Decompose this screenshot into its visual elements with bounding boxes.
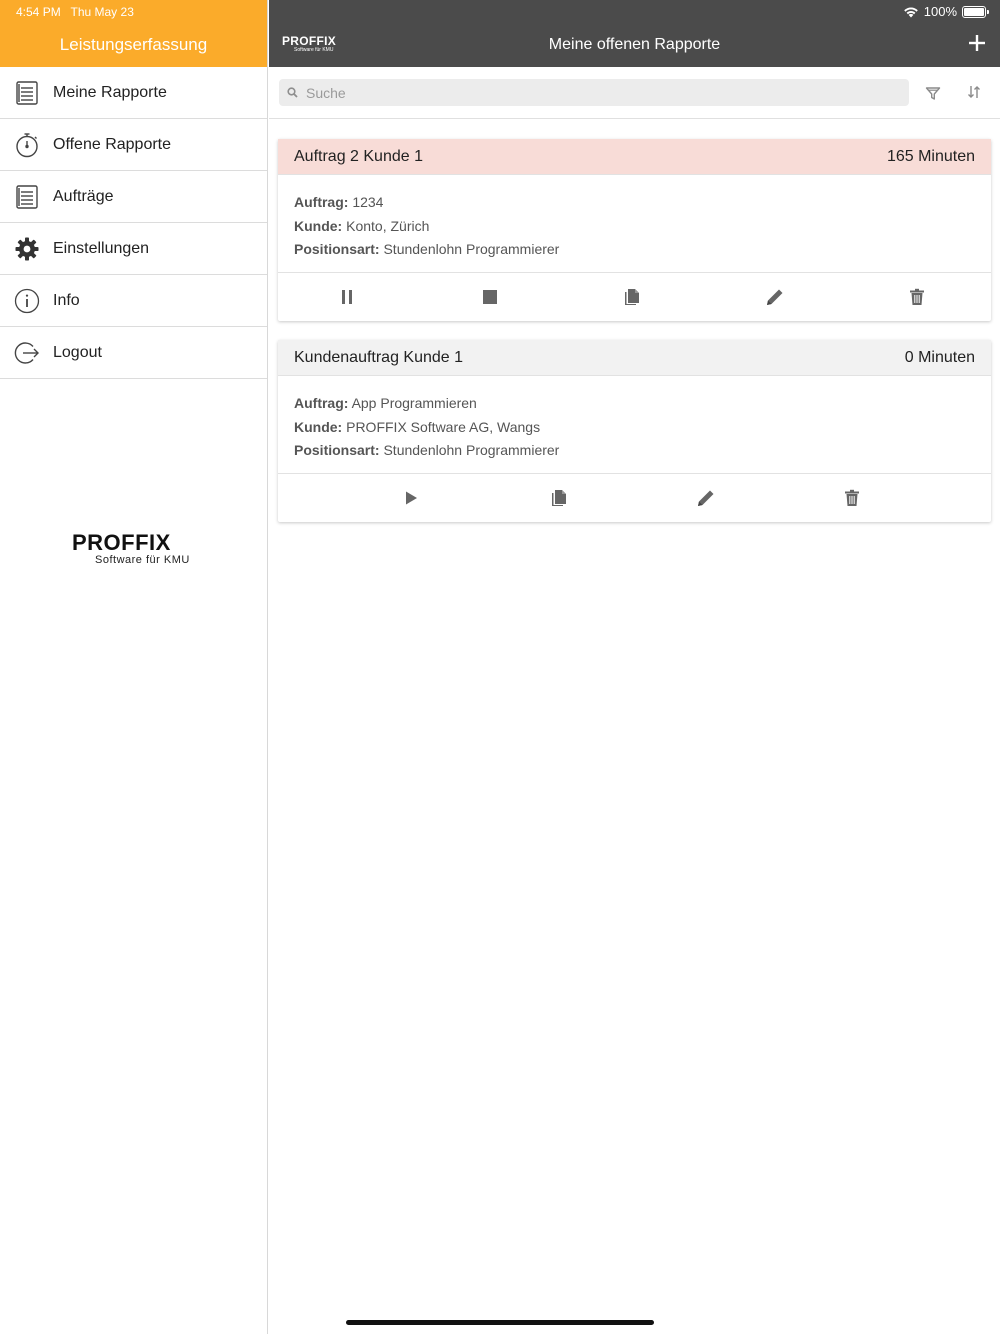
sidebar-item-auftraege[interactable]	[0, 171, 267, 223]
edit-icon	[765, 287, 785, 307]
card-title: Kundenauftrag Kunde 1	[294, 348, 464, 366]
status-indicators	[903, 4, 986, 19]
edit-button[interactable]	[695, 487, 717, 509]
search-icon	[287, 87, 298, 98]
positionsart-value: Stundenlohn Programmierer	[383, 442, 560, 458]
status-time	[16, 5, 134, 19]
wifi-icon	[903, 6, 919, 18]
kunde-value: Konto, Zürich	[346, 217, 430, 234]
list-icon	[13, 183, 40, 210]
kunde-label: Kunde:	[294, 418, 343, 435]
sidebar-item-logout[interactable]	[0, 327, 267, 379]
auftrag-label: Auftrag:	[294, 194, 349, 210]
proffix-logo	[72, 532, 202, 566]
sidebar-item-label: Logout	[53, 343, 102, 361]
status-date-text: Thu May 23	[70, 5, 134, 19]
play-button[interactable]	[400, 487, 422, 509]
search-row	[269, 67, 1000, 119]
positionsart-label: Positionsart:	[294, 241, 380, 257]
auftrag-row	[294, 392, 975, 416]
positionsart-row	[294, 439, 975, 463]
logo-tagline: Software für KMU	[95, 554, 190, 566]
search-input[interactable]	[306, 85, 886, 101]
home-indicator	[346, 1320, 654, 1325]
positionsart-label: Positionsart:	[294, 442, 380, 458]
delete-button[interactable]	[906, 286, 928, 308]
play-icon	[404, 490, 418, 506]
navigation-bar	[269, 0, 1000, 67]
logo-brand: PROFFIX	[72, 530, 171, 555]
sidebar-item-label: Aufträge	[53, 187, 114, 205]
kunde-value: PROFFIX Software AG, Wangs	[346, 418, 541, 435]
search-bar[interactable]	[279, 79, 909, 106]
sidebar-item-meine-rapporte[interactable]	[0, 67, 267, 119]
pause-icon	[340, 289, 354, 305]
auftrag-value: App Programmieren	[351, 395, 477, 411]
document-icon	[551, 489, 567, 507]
sort-icon[interactable]	[966, 84, 982, 100]
sidebar-item-label: Meine Rapporte	[53, 83, 167, 101]
card-title: Auftrag 2 Kunde 1	[294, 147, 423, 165]
sidebar-title: Leistungserfassung	[59, 35, 208, 54]
edit-icon	[696, 488, 716, 508]
sidebar-item-info[interactable]	[0, 275, 267, 327]
sidebar-item-offene-rapporte[interactable]	[0, 119, 267, 171]
stop-icon	[482, 289, 498, 305]
document-button[interactable]	[621, 286, 643, 308]
positionsart-value: Stundenlohn Programmierer	[383, 241, 560, 257]
positionsart-row	[294, 238, 975, 262]
trash-icon	[843, 489, 861, 507]
battery-percent: 100%	[923, 4, 957, 19]
report-card[interactable]	[278, 139, 991, 321]
main-content	[269, 0, 1000, 1334]
auftrag-label: Auftrag:	[294, 395, 349, 411]
info-icon	[13, 287, 40, 314]
sidebar-item-einstellungen[interactable]	[0, 223, 267, 275]
status-time-text: 4:54 PM	[16, 5, 61, 19]
header-logo-brand: PROFFIX	[282, 34, 337, 48]
trash-icon	[908, 288, 926, 306]
auftrag-row	[294, 191, 975, 215]
gear-icon	[13, 235, 40, 262]
document-button[interactable]	[548, 487, 570, 509]
document-icon	[624, 288, 640, 306]
battery-icon	[962, 6, 986, 18]
sidebar	[0, 0, 268, 1334]
sidebar-item-label: Offene Rapporte	[53, 135, 172, 153]
list-icon	[13, 79, 40, 106]
kunde-label: Kunde:	[294, 217, 343, 234]
card-actions	[278, 273, 991, 321]
logout-icon	[13, 339, 40, 366]
kunde-row	[294, 215, 975, 239]
pause-button[interactable]	[336, 286, 358, 308]
edit-button[interactable]	[764, 286, 786, 308]
page-title: Meine offenen Rapporte	[548, 36, 721, 53]
filter-icon[interactable]	[925, 85, 941, 101]
sidebar-item-label: Info	[53, 291, 80, 309]
delete-button[interactable]	[841, 487, 863, 509]
header-logo-tagline: Software für KMU	[294, 47, 334, 53]
card-header	[278, 139, 991, 175]
card-duration: 165 Minuten	[886, 147, 975, 165]
stop-button[interactable]	[479, 286, 501, 308]
sidebar-item-label: Einstellungen	[53, 239, 150, 257]
card-body	[278, 376, 991, 474]
card-body	[278, 175, 991, 273]
plus-icon[interactable]	[968, 34, 986, 52]
card-header	[278, 340, 991, 376]
report-card[interactable]	[278, 340, 991, 522]
card-duration: 0 Minuten	[904, 348, 975, 366]
stopwatch-icon	[13, 131, 40, 158]
kunde-row	[294, 416, 975, 440]
auftrag-value: 1234	[352, 194, 384, 210]
card-actions	[278, 474, 991, 522]
